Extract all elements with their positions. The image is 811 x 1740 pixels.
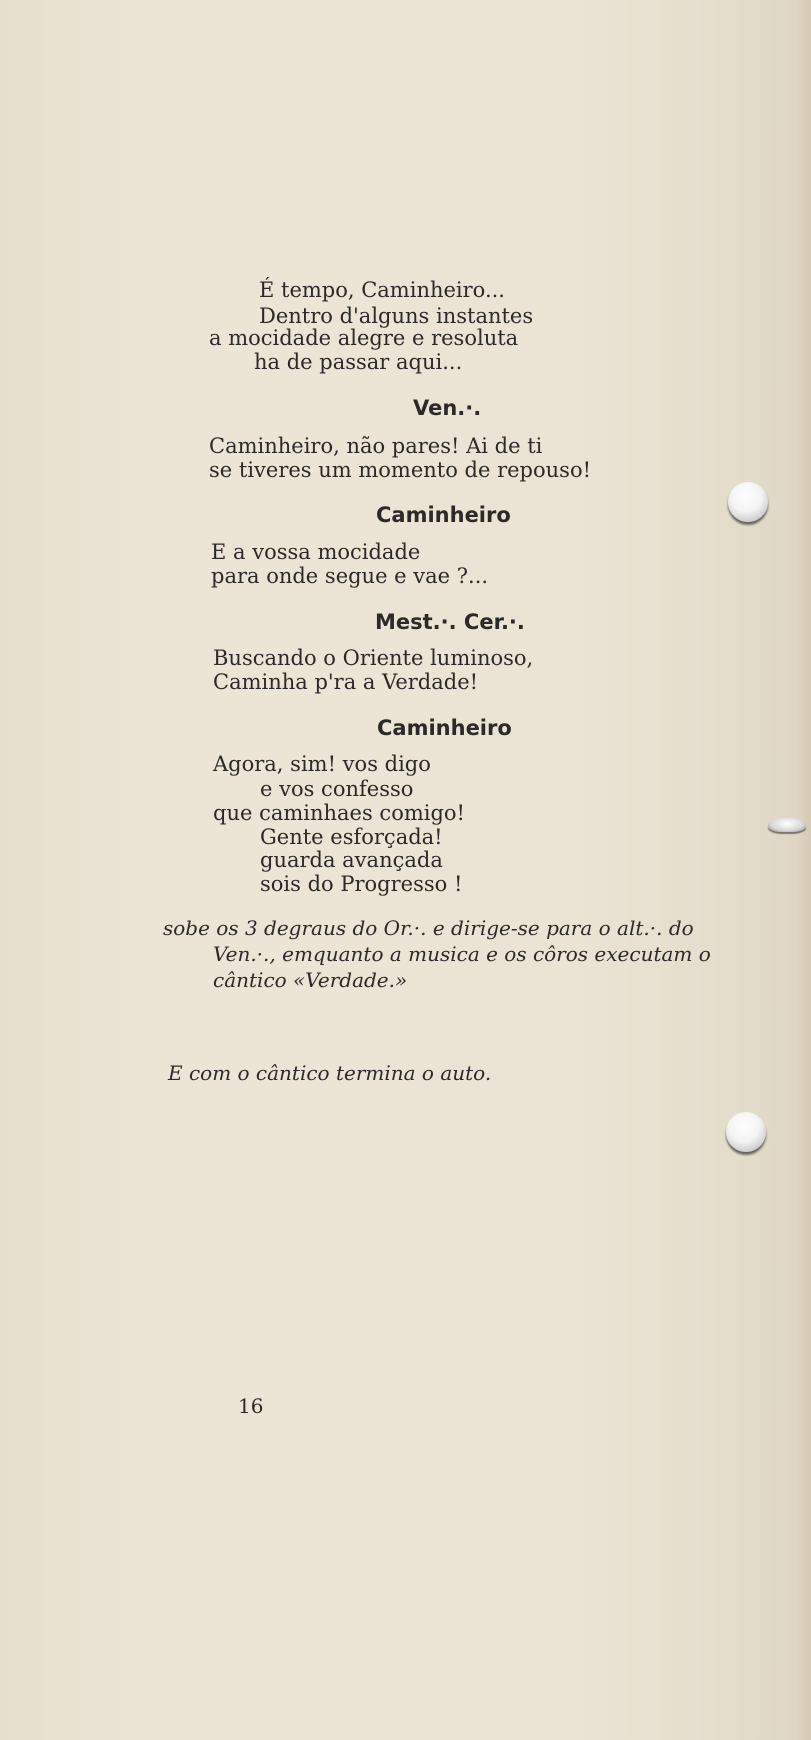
- speaker-caminheiro: Caminheiro: [376, 503, 511, 527]
- page-number: 16: [238, 1394, 264, 1418]
- verse4-line: Buscando o Oriente luminoso,: [213, 646, 534, 670]
- verse1-line: É tempo, Caminheiro...: [259, 278, 505, 302]
- speaker-mest-cer: Mest.·. Cer.·.: [375, 610, 525, 634]
- punch-hole-top: [728, 482, 768, 522]
- verse5-line: e vos confesso: [260, 777, 414, 801]
- stage-direction-line: sobe os 3 degraus do Or.·. e dirige-se para o alt.·. do: [163, 916, 694, 940]
- verse5-line: sois do Progresso !: [260, 872, 463, 896]
- speaker-caminheiro: Caminheiro: [377, 716, 512, 740]
- verse3-line: E a vossa mocidade: [211, 540, 421, 564]
- punch-hole-bottom: [726, 1112, 766, 1152]
- verse4-line: Caminha p'ra a Verdade!: [213, 670, 479, 694]
- punch-hole-torn: [768, 818, 806, 832]
- verse1-line: Dentro d'alguns instantes: [259, 304, 534, 328]
- verse5-line: Gente esforçada!: [260, 825, 443, 849]
- verse2-line: Caminheiro, não pares! Ai de ti: [209, 434, 543, 458]
- verse3-line: para onde segue e vae ?...: [211, 564, 489, 588]
- stage-direction-line: Ven.·., emquanto a musica e os côros executam o: [213, 942, 711, 966]
- verse5-line: guarda avançada: [260, 848, 443, 872]
- speaker-ven: Ven.·.: [413, 396, 482, 420]
- verse1-line: ha de passar aqui...: [254, 350, 463, 374]
- verse1-line: a mocidade alegre e resoluta: [209, 326, 519, 350]
- stage-direction-line: cântico «Verdade.»: [213, 968, 408, 992]
- verse2-line: se tiveres um momento de repouso!: [209, 458, 592, 482]
- verse5-line: Agora, sim! vos digo: [213, 752, 431, 776]
- verse5-line: que caminhaes comigo!: [213, 801, 465, 825]
- closing-line: E com o cântico termina o auto.: [168, 1061, 492, 1085]
- paper-edge-shadow: [797, 0, 811, 1740]
